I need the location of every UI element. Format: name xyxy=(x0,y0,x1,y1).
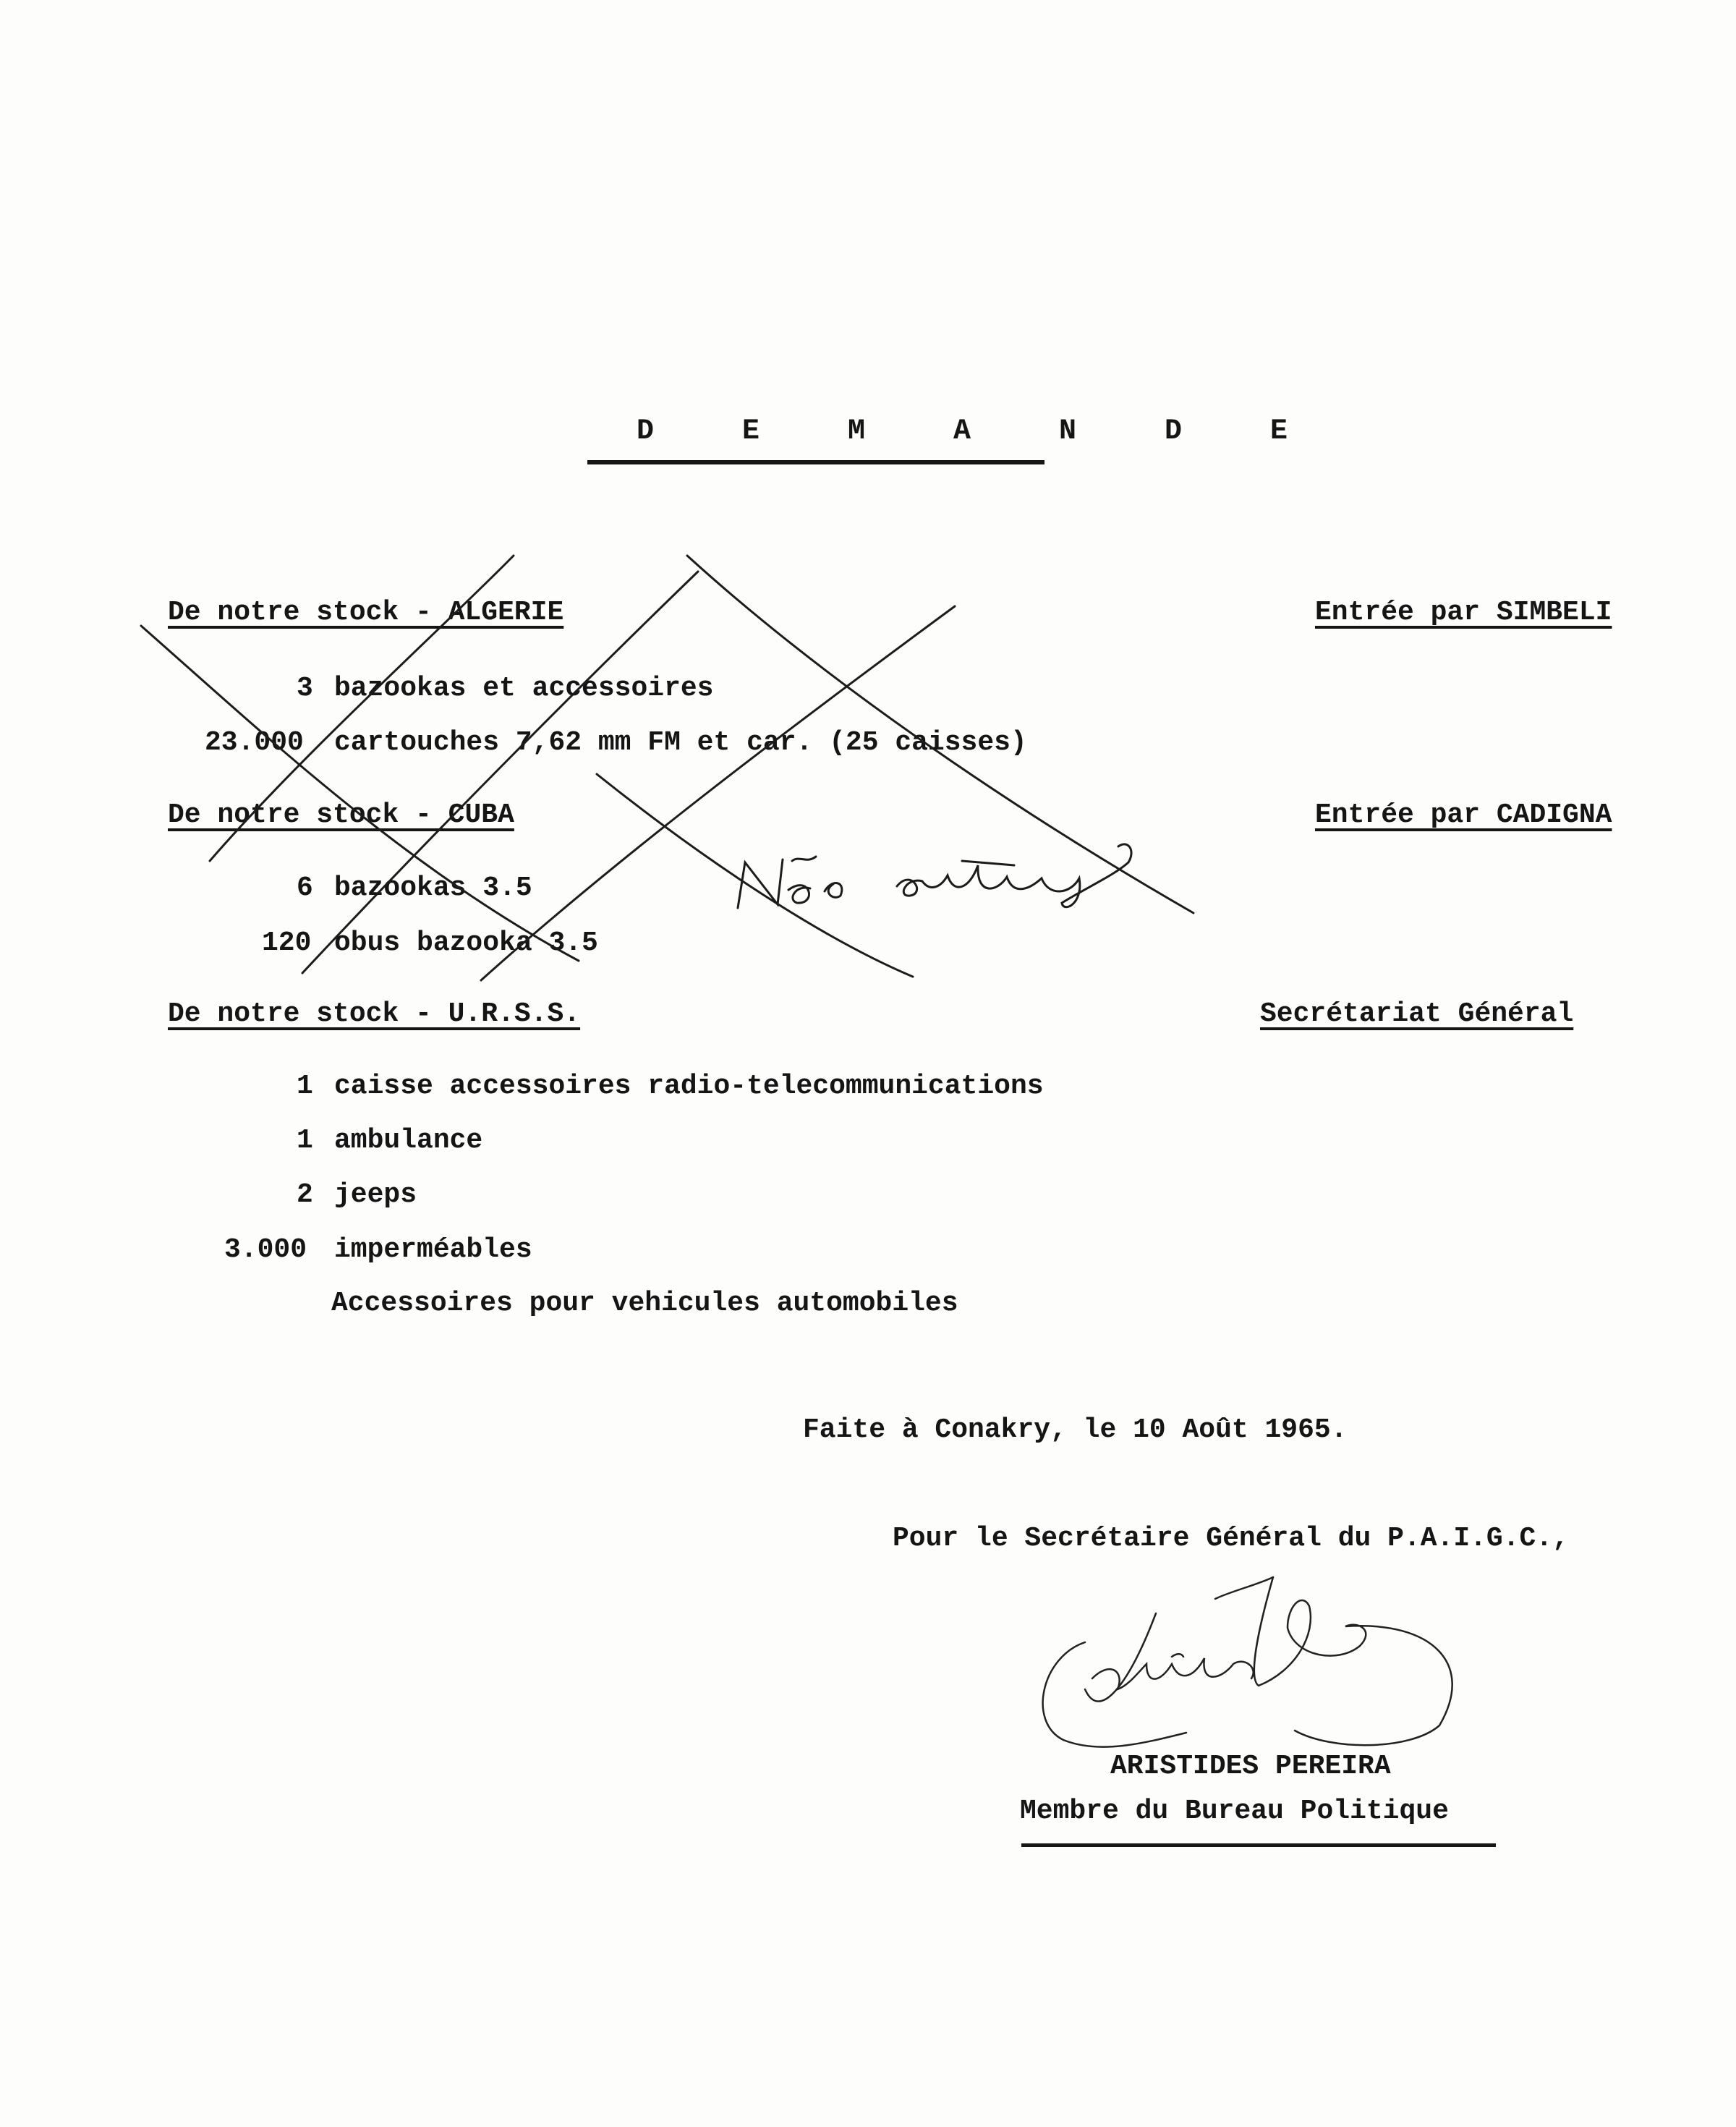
signatory-name: ARISTIDES PEREIRA xyxy=(1110,1751,1391,1782)
entry-simbeli: Entrée par SIMBELI xyxy=(1315,597,1612,628)
section-heading-urss: De notre stock - U.R.S.S. xyxy=(168,998,581,1029)
item-qty: 1 xyxy=(297,1125,313,1156)
item-qty: 3.000 xyxy=(224,1234,307,1265)
item-text: Accessoires pour vehicules automobiles xyxy=(331,1288,958,1319)
item-text: obus bazooka 3.5 xyxy=(334,927,598,959)
place-date: Faite à Conakry, le 10 Août 1965. xyxy=(803,1414,1348,1445)
section-heading-algerie: De notre stock - ALGERIE xyxy=(168,597,564,628)
strike-line xyxy=(302,572,698,973)
strike-line xyxy=(481,606,955,980)
item-text: bazookas 3.5 xyxy=(334,873,532,904)
item-text: jeeps xyxy=(334,1179,417,1210)
item-text: bazookas et accessoires xyxy=(334,673,714,704)
document-title: D E M A N D E xyxy=(637,415,1324,448)
entry-secretariat: Secrétariat Général xyxy=(1260,998,1574,1029)
item-qty: 2 xyxy=(297,1179,313,1210)
section-heading-cuba: De notre stock - CUBA xyxy=(168,799,514,831)
item-qty: 6 xyxy=(297,873,313,904)
signature-intro: Pour le Secrétaire Général du P.A.I.G.C., xyxy=(893,1523,1569,1554)
handwritten-note-glyphs xyxy=(738,844,1131,908)
item-text: imperméables xyxy=(334,1234,532,1265)
item-qty: 23.000 xyxy=(205,727,304,758)
signature-icon xyxy=(1043,1577,1452,1747)
signatory-role: Membre du Bureau Politique xyxy=(1020,1796,1449,1827)
item-qty: 120 xyxy=(262,927,312,959)
item-qty: 3 xyxy=(297,673,313,704)
item-text: cartouches 7,62 mm FM et car. (25 caisses) xyxy=(334,727,1027,758)
item-text: caisse accessoires radio-telecommunications xyxy=(334,1071,1044,1102)
entry-cadigna: Entrée par CADIGNA xyxy=(1315,799,1612,831)
strike-line xyxy=(597,774,913,977)
item-qty: 1 xyxy=(297,1071,313,1102)
title-underline xyxy=(587,460,1044,464)
signatory-underline xyxy=(1021,1843,1496,1847)
item-text: ambulance xyxy=(334,1125,483,1156)
